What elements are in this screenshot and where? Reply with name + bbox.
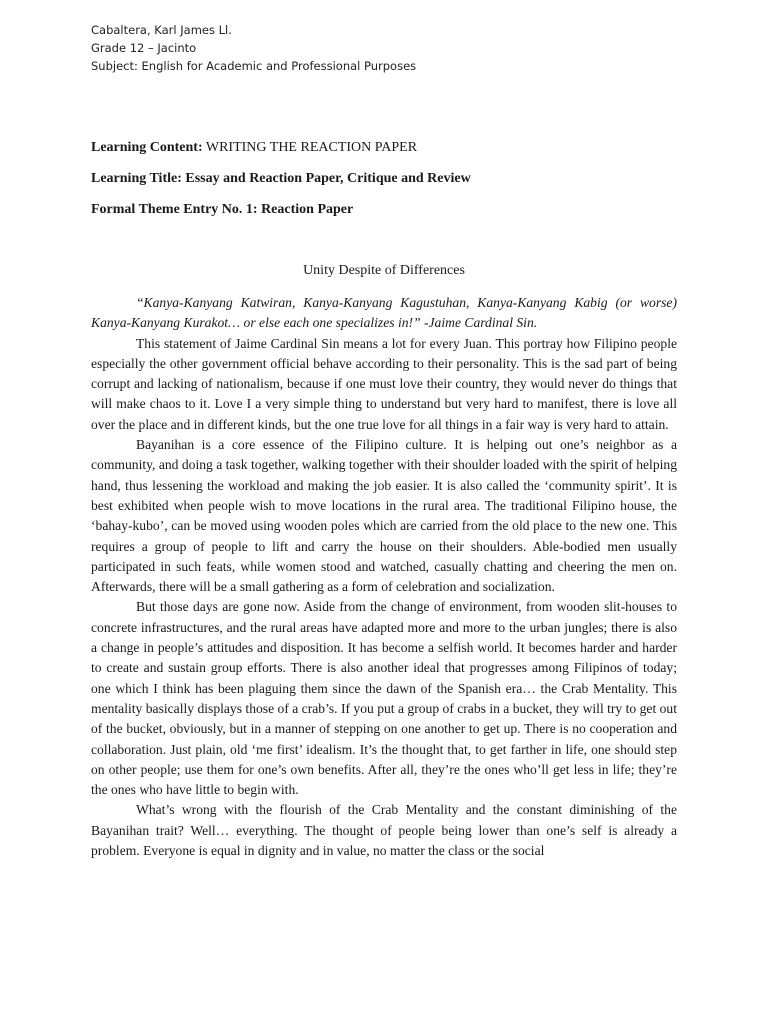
student-subject: Subject: English for Academic and Professional Purposes (91, 59, 417, 73)
theme-entry-value: Reaction Paper (261, 202, 354, 217)
paragraph: Bayanihan is a core essence of the Filipino culture. It is helping out one’s neighbor as a community, and doing a task together, walking together with their shoulder loaded with the spirit of helping hand, thus lessening the workload and making the job easier. It is also called the ‘community spirit’. It is best exhibited when people wish to move locations in the rural area. The traditional Filipino house, the ‘bahay-kubo’, can be moved using wooden poles which are carried from the old place to the new one. This requires a group of people to lift and carry the house on their shoulders. Able-bodied men usually participated in such feats, while women stood and watched, casually chatting and cheering the men on. Afterwards, there will be a small gathering as a form of celebration and socialization. (91, 437, 678, 595)
theme-entry-label: Formal Theme Entry No. 1: (91, 202, 258, 217)
paragraph: This statement of Jaime Cardinal Sin means a lot for every Juan. This portray how Filipino people especially the other government official behave according to their personality. This is the sad part of being corrupt and lacking of nationalism, because if one must love their country, they would never do things that will make chaos to it. Love I a very simple thing to understand but very hard to manifest, there is love all over the place and in different kinds, but the one true love for all things in a fair way is very hard to attain. (91, 335, 677, 432)
opening-quote: “Kanya-Kanyang Katwiran, Kanya-Kanyang Kagustuhan, Kanya-Kanyang Kabig (or worse) Kanya-Kanyang Kurakot… or else each one specializes in!” -Jaime Cardinal Sin. (91, 295, 677, 331)
student-grade: Grade 12 – Jacinto (91, 41, 197, 55)
student-header (91, 21, 416, 75)
learning-title-label: Learning Title: (91, 171, 182, 186)
essay-body (91, 293, 677, 861)
theme-entry-row (91, 201, 471, 232)
learning-content-row (91, 139, 471, 170)
learning-content-value: WRITING THE REACTION PAPER (205, 140, 418, 155)
student-name: Cabaltera, Karl James Ll. (91, 23, 232, 37)
paragraph: But those days are gone now. Aside from the change of environment, from wooden slit-houses to concrete infrastructures, and the rural areas have adapted more and more to the urban jungles; there is also a change in people’s attitudes and disposition. It has become a selfish world. It becomes harder and harder to create and sustain group efforts. There is also another ideal that progresses among Filipinos of today; one which I think has been plaguing them since the dawn of the Spanish era… the Crab Mentality. This mentality basically displays those of a crab’s. If you put a group of crabs in a bucket, they will try to get out of the bucket, obviously, but in a manner of stepping on one another to get up. There is no cooperation and collaboration. Just plain, old ‘me first’ idealism. It’s the thought that, to get farther in life, one should step on other people; use them for one’s own benefits. After all, they’re the ones who’ll get less in life; they’re the ones who have little to begin with. (91, 599, 677, 798)
learning-title-row (91, 170, 471, 201)
learning-title-value: Essay and Reaction Paper, Critique and Review (185, 171, 471, 186)
learning-content-label: Learning Content: (91, 140, 203, 155)
assignment-meta (91, 139, 471, 232)
essay-title: Unity Despite of Differences (303, 263, 465, 278)
paragraph: What’s wrong with the flourish of the Crab Mentality and the constant diminishing of the Bayanihan trait? Well… everything. The thought of people being lower than one’s self is already a problem. Everyone is equal in dignity and in value, no matter the class or the social (91, 802, 677, 859)
